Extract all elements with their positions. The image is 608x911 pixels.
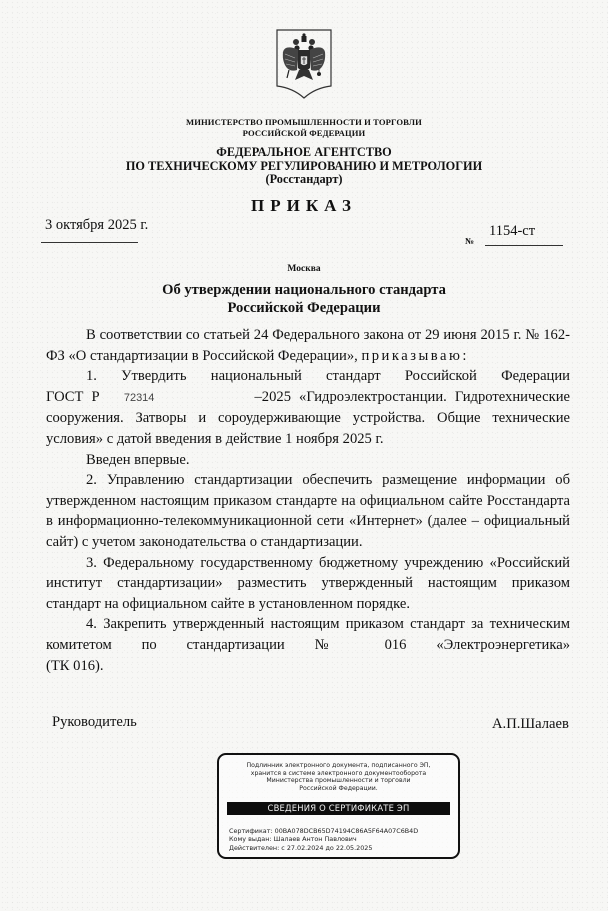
certificate-label: Сертификат: — [229, 827, 273, 835]
order-title: ПРИКАЗ — [251, 196, 357, 215]
certificate-value: 00BA078DCB65D74194C86A5F64A07C6B4D — [274, 827, 419, 835]
validity-row — [229, 844, 418, 852]
number-underline — [485, 245, 563, 246]
certificate-row — [229, 827, 418, 835]
item-2-paragraph: 2. Управлению стандартизации обеспечить размещение информации об утвержденном настоящим приказом стандарте на официальном сайте Росстандарта в информационно-телекоммуникационной сети «Интернет» (далее – официальный сайт) с учетом законодательства о стандартизации. — [46, 472, 570, 550]
ministry-line-1: МИНИСТЕРСТВО ПРОМЫШЛЕННОСТИ И ТОРГОВЛИ — [186, 117, 422, 127]
order-subject — [0, 281, 608, 317]
stamp-line-3: Министерства промышленности и торговли — [266, 777, 411, 785]
validity-label: Действителен: — [229, 843, 280, 852]
issued-to-row — [229, 835, 418, 843]
agency-header — [0, 146, 608, 187]
signer-name: А.П.Шалаев — [492, 716, 569, 732]
gost-prefix: ГОСТ Р — [46, 388, 100, 405]
preamble-paragraph — [46, 325, 570, 366]
preamble-text: В соответствии со статьей 24 Федерального закона от 29 июня 2015 г. № 162-ФЗ «О стандартизации в Российской Федерации», — [46, 327, 570, 364]
gost-number: 72314 — [123, 391, 155, 404]
item-4-paragraph: 4. Закрепить утвержденный настоящим приказом стандарт за техническим комитетом по стандартизации № 016 «Электроэнергетика» — [46, 616, 570, 653]
certificate-info — [229, 827, 418, 852]
item-4-committee: (ТК 016). — [46, 657, 104, 674]
agency-line-1: ФЕДЕРАЛЬНОЕ АГЕНТСТВО — [216, 145, 392, 159]
stamp-line-4: Российской Федерации. — [299, 784, 378, 792]
russian-coat-of-arms-icon — [275, 28, 333, 100]
signer-title: Руководитель — [52, 714, 137, 730]
number-sign: № — [465, 236, 475, 246]
stamp-line-1: Подлинник электронного документа, подписанного ЭП, — [246, 762, 431, 769]
certificate-banner: СВЕДЕНИЯ О СЕРТИФИКАТЕ ЭП — [227, 802, 450, 815]
preamble-directive: приказываю: — [361, 347, 469, 364]
date-underline — [41, 242, 138, 243]
order-date: 3 октября 2025 г. — [45, 217, 149, 233]
order-city: Москва — [287, 264, 321, 274]
item-1-line-1: 1. Утвердить национальный стандарт Российской Федерации — [86, 368, 570, 385]
agency-line-2: ПО ТЕХНИЧЕСКОМУ РЕГУЛИРОВАНИЮ И МЕТРОЛОГИИ — [125, 158, 483, 173]
agency-line-3: (Росстандарт) — [265, 172, 343, 187]
ministry-line-2: РОССИЙСКОЙ ФЕДЕРАЦИИ — [242, 127, 366, 138]
item-1-paragraph — [46, 387, 570, 450]
stamp-line-2: хранится в системе электронного документооборота — [250, 769, 427, 777]
item-3-paragraph: 3. Федеральному государственному бюджетному учреждению «Российский институт стандартизации» разместить утвержденный настоящим приказом стандарт на официальном сайте в установленном порядке. — [46, 554, 570, 612]
issued-to-value: Шалаев Антон Павлович — [273, 835, 357, 844]
issued-to-label: Кому выдан: — [229, 835, 272, 844]
ministry-header — [0, 117, 608, 138]
stamp-header — [219, 762, 458, 792]
subject-line-2: Российской Федерации — [227, 300, 381, 316]
order-number: 1154-ст — [489, 223, 536, 239]
order-body — [46, 325, 570, 676]
introduced-note: Введен впервые. — [86, 451, 190, 468]
electronic-signature-stamp — [217, 753, 460, 859]
subject-line-1: Об утверждении национального стандарта — [162, 282, 446, 298]
item-1-rest: –2025 «Гидроэлектростанции. Гидротехнические сооружения. Затворы и сороудерживающие устройства. Общие технические условия» с датой введения в действие 1 ноября 2025 г. — [46, 388, 570, 447]
validity-value: с 27.02.2024 до 22.05.2025 — [281, 843, 373, 852]
